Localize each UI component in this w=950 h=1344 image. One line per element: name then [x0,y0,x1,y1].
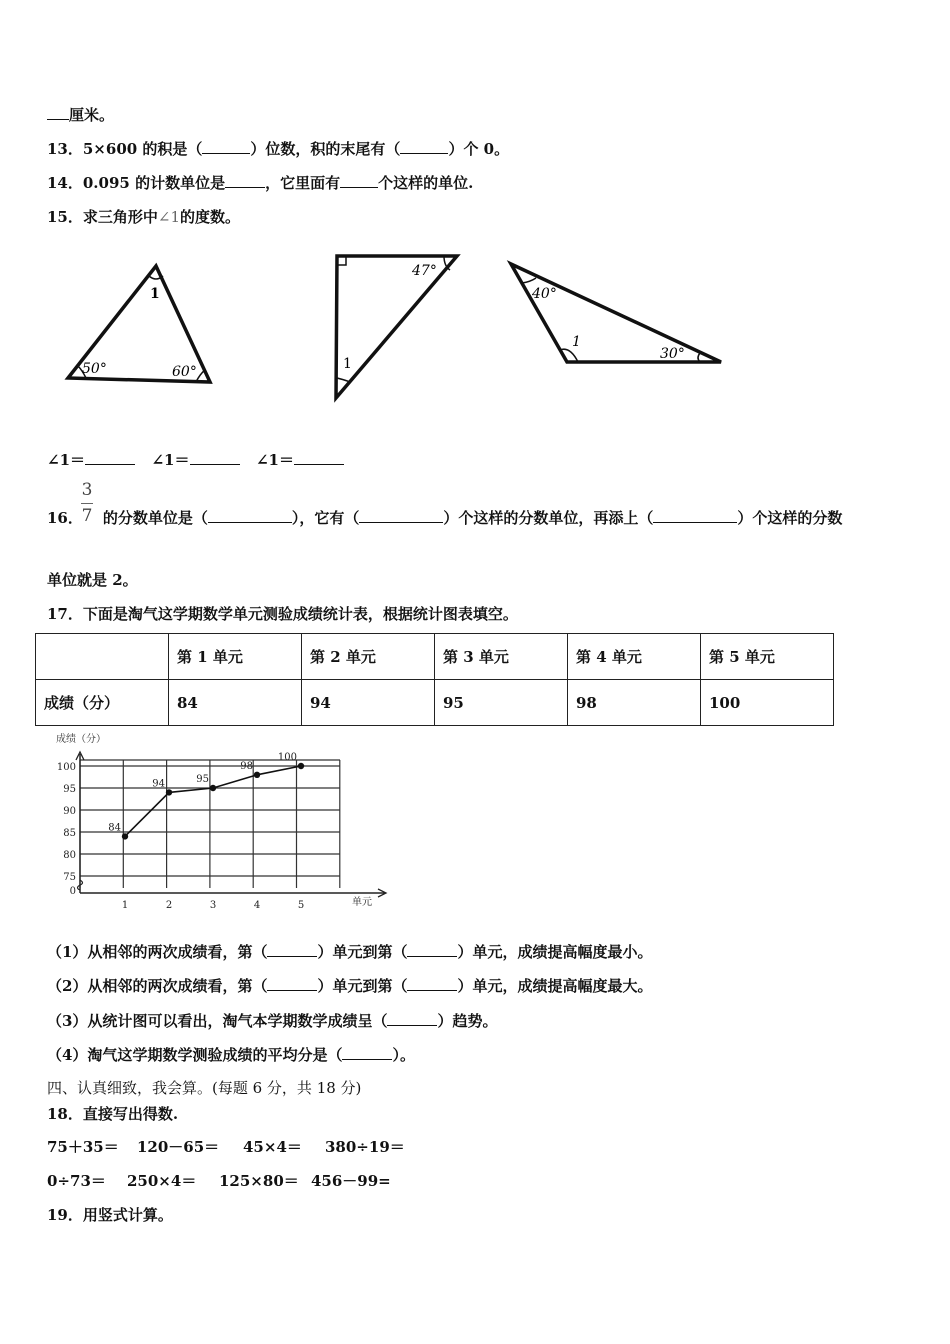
calc-item: 75＋35＝ [47,1138,119,1156]
answer-blank[interactable] [85,450,135,465]
answer-blank[interactable] [653,508,737,523]
answer-blank[interactable] [407,942,457,957]
question-14: 14．0.095 的计数单位是 ，它里面有 个这样的单位. [47,174,474,192]
calc-item: 380÷19＝ [325,1138,405,1156]
triangle-3 [511,264,721,362]
fraction-denominator: 7 [81,506,93,526]
answers-15: ∠1＝ ∠1＝ ∠1＝ [47,449,344,470]
y-tick-label: 75 [63,872,76,883]
question-17-2: （2）从相邻的两次成绩看，第（ ）单元到第（ ）单元，成绩提高幅度最大。 [47,977,653,995]
triangle-1 [68,266,210,382]
q12-tail: 厘米。 [47,104,114,125]
data-point [298,763,304,769]
angle-label: 47° [412,263,437,279]
angle-label: 30° [660,346,685,362]
data-point [210,785,216,791]
table-cell: 95 [435,680,568,726]
answer-blank[interactable] [400,139,448,154]
data-label: 98 [240,760,253,772]
question-17-1: （1）从相邻的两次成绩看，第（ ）单元到第（ ）单元，成绩提高幅度最小。 [47,943,653,961]
y-axis-label: 成绩（分） [56,734,106,745]
table-row-label: 成绩（分） [36,680,169,726]
triangle-figures [60,248,740,408]
table-cell: 100 [701,680,834,726]
table-cell: 98 [568,680,701,726]
angle-label: 40° [532,286,557,302]
calc-row-1 [47,1136,405,1157]
table-header: 第 3 单元 [435,634,568,680]
calc-item: 250×4＝ [127,1172,197,1190]
y-tick-label: 90 [63,806,76,817]
table-row [36,680,834,726]
answer-blank[interactable] [340,173,378,188]
x-tick-label: 3 [209,900,217,911]
question-19: 19．用竖式计算。 [47,1206,173,1224]
data-label: 100 [277,752,297,763]
y-tick-label: 95 [63,784,76,795]
score-table [35,633,834,726]
y-tick-label: 85 [63,828,76,839]
calc-item: 120－65＝ [137,1138,220,1156]
data-point [254,772,260,778]
table-cell: 84 [169,680,302,726]
question-17-4: （4）淘气这学期数学测验成绩的平均分是（ ）。 [47,1046,415,1064]
answer-blank[interactable] [47,105,69,120]
question-18: 18．直接写出得数. [47,1105,179,1123]
x-axis-label: 单元 [352,897,372,908]
y-tick-label: 80 [63,850,76,861]
answer-blank[interactable] [407,976,457,991]
calc-item: 125×80＝ [219,1172,299,1190]
angle-label: 60° [172,364,197,380]
angle-label: 1 [572,334,581,350]
y-tick-label: 100 [56,762,76,773]
section-heading-4: 四、认真细致，我会算。(每题 6 分，共 18 分) [47,1079,362,1097]
question-16-cont: 单位就是 2。 [47,571,138,589]
answer-blank[interactable] [342,1045,392,1060]
x-tick-label: 5 [297,900,305,911]
data-label: 84 [108,822,121,834]
table-cell: 94 [302,680,435,726]
question-16: 16． 的分数单位是（ ），它有（ ）个这样的分数单位，再添上（ ）个这样的分数 [47,509,843,527]
table-header-row [36,634,834,680]
answer-blank[interactable] [387,1011,437,1026]
fraction-numerator: 3 [81,480,93,500]
answer-blank[interactable] [190,450,240,465]
answer-blank[interactable] [202,139,250,154]
series-line [125,766,301,836]
table-cell [36,634,169,680]
calc-item: 456－99= [311,1172,391,1190]
angle-symbol: ∠1 [157,208,181,226]
answer-blank[interactable] [267,942,317,957]
table-header: 第 5 单元 [701,634,834,680]
data-label: 95 [196,774,209,785]
data-label: 94 [152,778,165,790]
answer-blank[interactable] [294,450,344,465]
score-line-chart [40,728,400,913]
table-header: 第 4 单元 [568,634,701,680]
y-tick-label: 0 [69,886,76,897]
x-tick-label: 4 [253,900,261,911]
answer-blank[interactable] [267,976,317,991]
question-13: 13．5×600 的积是（ ）位数，积的末尾有（ ）个 0。 [47,140,510,158]
answer-blank[interactable] [359,508,443,523]
triangle-2 [336,256,457,398]
x-tick-label: 2 [165,900,173,911]
question-17-3: （3）从统计图可以看出，淘气本学期数学成绩呈（ ）趋势。 [47,1012,498,1030]
calc-row-2 [47,1170,391,1191]
question-15: 15．求三角形中∠1的度数。 [47,208,241,226]
x-tick-label: 1 [121,900,129,911]
table-header: 第 1 单元 [169,634,302,680]
angle-label: 1 [343,356,352,372]
data-point [122,833,128,839]
angle-label: 50° [82,361,107,377]
table-header: 第 2 单元 [302,634,435,680]
fraction-bar [81,503,93,504]
answer-blank[interactable] [225,173,265,188]
angle-label: 1 [150,286,160,302]
question-17: 17．下面是淘气这学期数学单元测验成绩统计表，根据统计图表填空。 [47,605,518,623]
calc-item: 45×4＝ [243,1138,302,1156]
calc-item: 0÷73＝ [47,1172,106,1190]
answer-blank[interactable] [208,508,292,523]
data-point [166,789,172,795]
